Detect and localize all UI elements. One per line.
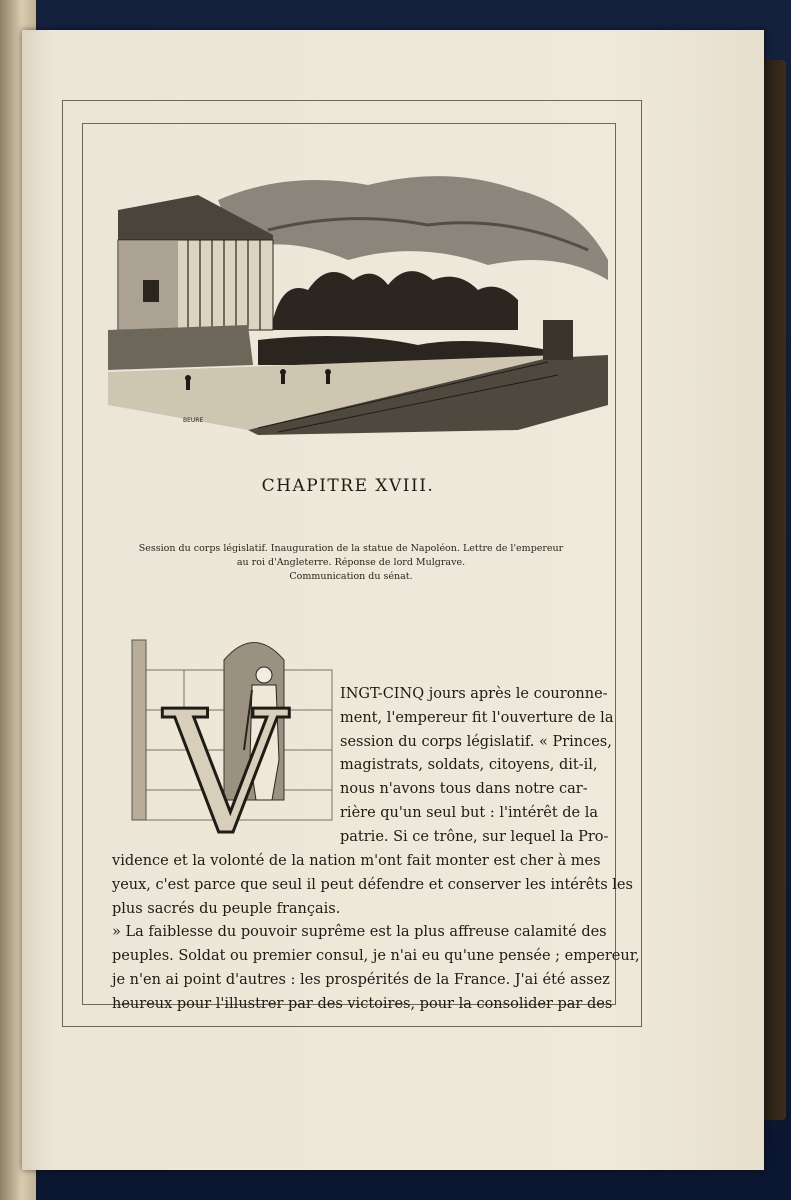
text-line: patrie. Si ce trône, sur lequel la Pro- [340, 828, 609, 845]
text-line: » La faiblesse du pouvoir suprême est la plus affreuse calamité des [112, 924, 607, 941]
first-paragraph [340, 683, 614, 850]
text-line: vidence et la volonté de la nation m'ont fait monter est cher à mes [112, 853, 601, 869]
text-line: session du corps législatif. « Princes, [340, 733, 612, 750]
drop-cap-letter: V [164, 675, 287, 873]
chapter-title: CHAPITRE XVIII. [261, 476, 435, 496]
chapter-summary [120, 542, 582, 584]
text-line: ment, l'empereur fit l'ouverture de la [340, 709, 614, 726]
header-engraving [88, 140, 608, 424]
text-line: INGT-CINQ jours après le couronne- [340, 686, 608, 702]
drop-cap-illustration [104, 600, 329, 873]
summary-line: Communication du sénat. [289, 571, 413, 582]
text-line: yeux, c'est parce que seul il peut défendre et conserver les intérêts les [112, 876, 633, 893]
text-line: rière qu'un seul but : l'intérêt de la [340, 804, 599, 821]
summary-line: Session du corps législatif. Inauguration de la statue de Napoléon. Lettre de l'empereur [138, 543, 564, 554]
summary-line: au roi d'Angleterre. Réponse de lord Mulgrave. [236, 557, 466, 568]
engraving-signature: BEURE [183, 417, 204, 424]
text-line: plus sacrés du peuple français. [112, 900, 341, 917]
text-line: je n'en ai point d'autres : les prospérités de la France. J'ai été assez [112, 971, 610, 988]
body-paragraphs [112, 850, 640, 1017]
text-line: magistrats, soldats, citoyens, dit-il, [340, 757, 598, 774]
text-line: nous n'avons tous dans notre car- [340, 781, 588, 798]
text-line: heureux pour l'illustrer par des victoires, pour la consolider par des [112, 995, 613, 1012]
text-line: peuples. Soldat ou premier consul, je n'ai eu qu'une pensée ; empereur, [112, 948, 640, 965]
